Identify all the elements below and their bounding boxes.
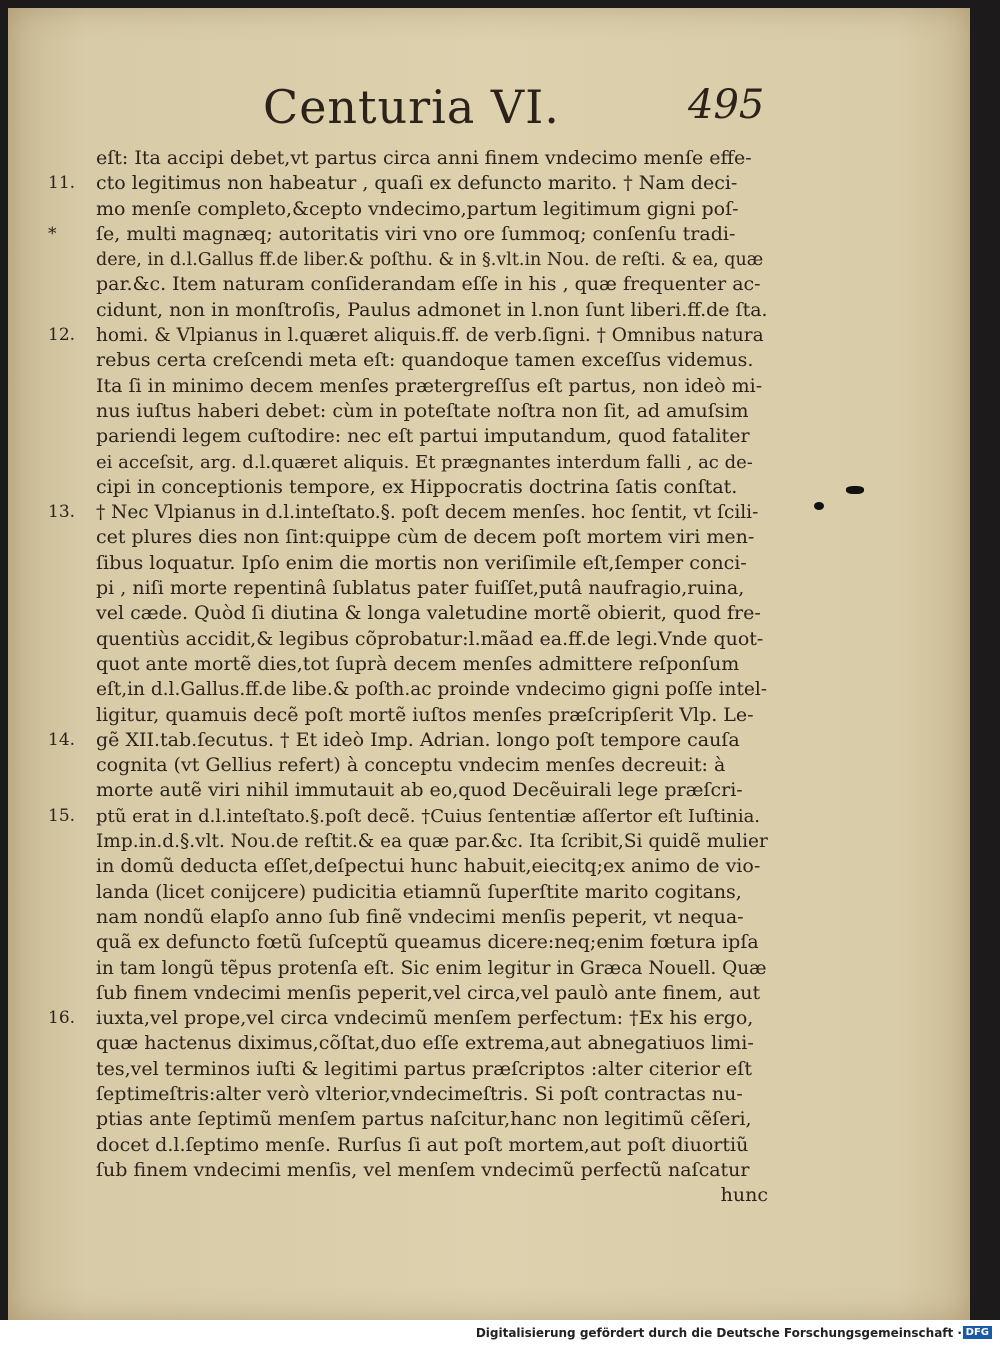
line-text: tes,vel terminos iuſti & legitimi partus præſcriptos :alter citerior eſt (96, 1057, 752, 1080)
text-line (48, 222, 768, 247)
line-text: cipi in conceptionis tempore, ex Hippocratis doctrina ſatis conſtat. (96, 475, 738, 498)
text-line (96, 399, 768, 424)
line-text: dere, in d.l.Gallus ff.de liber.& poſthu. & in §.vlt.in Nou. de reſti. & ea, quæ (96, 250, 764, 271)
text-line (96, 551, 768, 576)
line-text: ligitur, quamuis decẽ poſt mortẽ iuſtos menſes præſcripſerit Vlp. Le- (96, 703, 754, 726)
line-text: quot ante mortẽ dies,tot ſuprà decem menſes admittere reſponſum (96, 652, 740, 675)
line-text: ſub finem vndecimi menſis peperit,vel circa,vel paulò ante finem, aut (96, 981, 761, 1004)
text-line (96, 778, 768, 803)
text-line (96, 854, 768, 879)
line-text: quã ex defuncto fœtũ ſuſceptũ queamus dicere:neq;enim fœtura ipſa (96, 931, 759, 954)
text-line (96, 272, 768, 297)
line-text: iuxta,vel prope,vel circa vndecimũ menſem perfectum: †Ex his ergo, (96, 1007, 754, 1030)
line-text: ſibus loquatur. Ipſo enim die mortis non veriſimile eſt,ſemper conci- (96, 551, 747, 574)
text-line (96, 576, 768, 601)
line-text: eſt: Ita accipi debet,vt partus circa anni finem vndecimo menſe effe- (96, 147, 752, 169)
line-text: morte autẽ viri nihil immutauit ab eo,quod Decẽuirali lege præſcri- (96, 779, 743, 802)
text-line (96, 677, 768, 702)
margin-number: 12. (48, 325, 76, 346)
line-text: rebus certa creſcendi meta eſt: quandoque tamen exceſſus videmus. (96, 349, 754, 372)
ink-spot (846, 486, 864, 494)
footer-credit: Digitalisierung gefördert durch die Deutsche Forschungsgemeinschaft · (475, 1326, 962, 1340)
line-text: ſe, multi magnæq; autoritatis viri vno ore ſummoq; conſenſu tradi- (96, 222, 736, 245)
text-line (96, 880, 768, 905)
dfg-logo: DFG (963, 1326, 992, 1339)
margin-number: 14. (48, 729, 76, 750)
line-text: cto legitimus non habeatur , quaſi ex defuncto marito. † Nam deci- (96, 172, 738, 195)
line-text: Imp.in.d.§.vlt. Nou.de reſtit.& ea quæ par.&c. Ita ſcribit,Si quidẽ mulier (96, 831, 768, 853)
text-line (96, 525, 768, 550)
text-line (96, 956, 768, 981)
line-text: quentiùs accidit,& legibus cõprobatur:l.mãad ea.ff.de legi.Vnde quot- (96, 627, 764, 650)
text-line (96, 197, 768, 222)
margin-number: * (48, 223, 57, 244)
margin-number: 11. (48, 173, 76, 194)
text-line (96, 450, 768, 475)
book-page (8, 8, 970, 1320)
text-line (96, 1133, 768, 1158)
text-line (96, 475, 768, 500)
text-line (48, 728, 768, 753)
text-line (96, 652, 768, 677)
text-line (96, 1183, 768, 1208)
margin-number: 13. (48, 502, 76, 523)
line-text: quæ hactenus diximus,cõſtat,duo eſſe extrema,aut abnegatiuos limi- (96, 1032, 754, 1055)
page-header (8, 80, 970, 140)
line-text: ei acceſsit, arg. d.l.quæret aliquis. Et prægnantes interdum falli , ac de- (96, 451, 753, 473)
text-line (96, 298, 768, 323)
line-text: ſeptimeſtris:alter verò vlterior,vndecimeſtris. Si poſt contractas nu- (96, 1082, 743, 1105)
line-text: landa (licet conijcere) pudicitia etiamnũ ſuperſtite marito cogitans, (96, 880, 742, 903)
text-line (96, 1107, 768, 1132)
line-text: in tam longũ tẽpus protenſa eſt. Sic enim legitur in Græca Nouell. Quæ (96, 957, 767, 979)
text-line (48, 804, 768, 829)
line-text: cidunt, non in monſtroſis, Paulus admonet in l.non ſunt liberi.ff.de ſta. (96, 298, 768, 321)
text-line (96, 601, 768, 626)
text-line (96, 930, 768, 955)
line-text: pariendi legem cuſtodire: nec eſt partui imputandum, quod fataliter (96, 425, 750, 448)
line-text: pi , niſi morte repentinâ ſublatus pater fuiſſet,putâ naufragio,ruina, (96, 577, 745, 600)
running-title: Centuria VI. (263, 80, 560, 134)
ink-spot (814, 502, 824, 510)
line-text: eſt,in d.l.Gallus.ff.de libe.& poſth.ac proinde vndecimo gigni poſſe intel- (96, 679, 768, 701)
line-text: gẽ XII.tab.ſecutus. † Et ideò Imp. Adrian. longo poſt tempore cauſa (96, 728, 740, 751)
text-line (48, 323, 768, 348)
margin-number: 16. (48, 1008, 76, 1029)
text-line (96, 1158, 768, 1183)
footer-bar (0, 1320, 1000, 1351)
text-line (96, 905, 768, 930)
line-text: Ita ſi in minimo decem menſes prætergreſſus eſt partus, non ideò mi- (96, 374, 763, 397)
line-text: nus iuſtus haberi debet: cùm in poteſtate noſtra non ſit, ad amuſsim (96, 399, 749, 422)
line-text: ptias ante ſeptimũ menſem partus naſcitur,hanc non legitimũ cẽſeri, (96, 1108, 752, 1131)
text-line (96, 1031, 768, 1056)
text-line (96, 1057, 768, 1082)
text-line (96, 981, 768, 1006)
text-line (96, 1082, 768, 1107)
text-line (96, 753, 768, 778)
text-line (96, 703, 768, 728)
line-text: ſub finem vndecimi menſis, vel menſem vndecimũ perfectũ naſcatur (96, 1158, 750, 1181)
line-text: cet plures dies non ſint:quippe cùm de decem poſt mortem viri men- (96, 526, 755, 549)
body-text (48, 146, 768, 1208)
line-text: par.&c. Item naturam conſiderandam eſſe in his , quæ frequenter ac- (96, 273, 761, 296)
line-text: cognita (vt Gellius refert) à conceptu vndecim menſes decreuit: à (96, 754, 726, 777)
line-text: † Nec Vlpianus in d.l.inteſtato.§. poſt decem menſes. hoc ſentit, vt ſcili- (96, 502, 759, 524)
line-text: homi. & Vlpianus in l.quæret aliquis.ff. de verb.ſigni. † Omnibus natura (96, 325, 764, 347)
text-line (48, 500, 768, 525)
line-text: mo menſe completo,&cepto vndecimo,partum legitimum gigni poſ- (96, 197, 739, 220)
line-text: nam nondũ elapſo anno ſub finẽ vndecimi menſis peperit, vt nequa- (96, 905, 744, 928)
text-line (96, 348, 768, 373)
text-line (48, 171, 768, 196)
line-text: in domũ deducta eſſet,deſpectui hunc habuit,eiecitq;ex animo de vio- (96, 855, 761, 878)
text-line (96, 247, 768, 272)
line-text: docet d.l.ſeptimo menſe. Rurſus ſi aut poſt mortem,aut poſt diuortiũ (96, 1133, 749, 1156)
line-text: hunc (720, 1184, 768, 1207)
text-line (96, 829, 768, 854)
line-text: vel cæde. Quòd ſi diutina & longa valetudine mortẽ obierit, quod fre- (96, 602, 761, 625)
text-line (96, 627, 768, 652)
line-text: ptũ erat in d.l.inteſtato.§.poſt decẽ. †Cuius ſententiæ aſſertor eſt Iuſtinia. (96, 805, 761, 827)
text-line (48, 1006, 768, 1031)
page-number: 495 (688, 82, 765, 128)
text-line (96, 424, 768, 449)
margin-number: 15. (48, 805, 76, 826)
text-line (96, 374, 768, 399)
text-line (96, 146, 768, 171)
